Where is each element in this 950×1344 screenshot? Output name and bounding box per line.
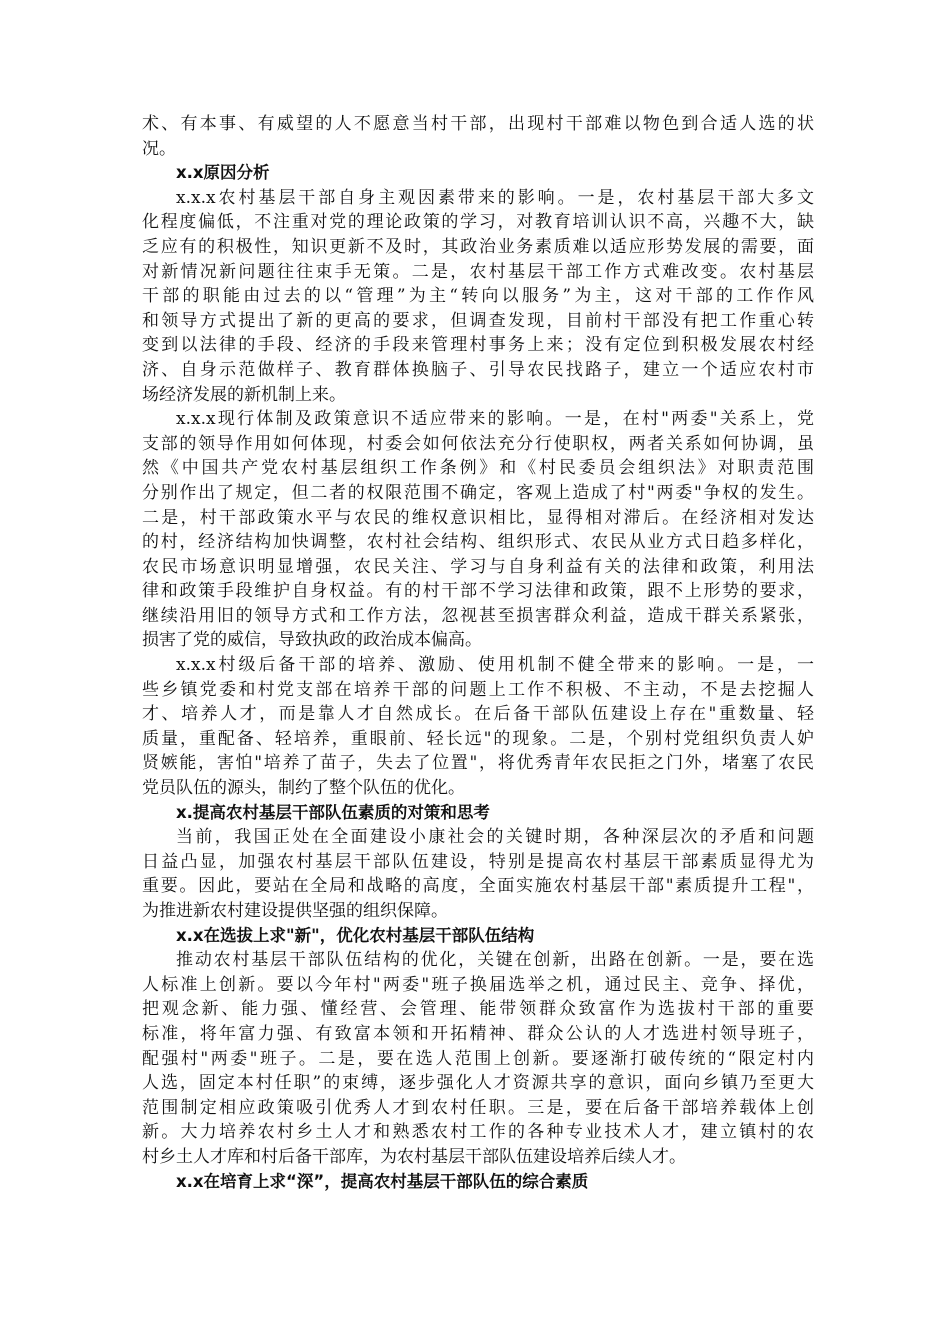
heading-text: x.x在培育上求“深”，提高农村基层干部队伍的综合素质 <box>176 1171 589 1191</box>
paragraph-line: 律和政策手段维护自身权益。有的村干部不学习法律和政策，跟不上形势的要求， <box>142 581 814 602</box>
paragraph-line: 日益凸显，加强农村基层干部队伍建设，特别是提高农村基层干部素质显得尤为 <box>142 851 814 872</box>
body-paragraph <box>142 407 814 653</box>
section-heading <box>142 1170 814 1195</box>
heading-text: x.x原因分析 <box>176 163 270 183</box>
body-paragraph <box>142 825 814 923</box>
body-paragraph <box>142 186 814 407</box>
paragraph-line: x.x.x现行体制及政策意识不适应带来的影响。一是，在村"两委"关系上，党 <box>176 409 814 430</box>
paragraph-line: 化程度偏低，不注重对党的理论政策的学习，对教育培训认识不高，兴趣不大，缺 <box>142 212 814 233</box>
paragraph-line: 况。 <box>142 138 176 159</box>
paragraph-line: 质量，重配备、轻培养，重眼前、轻长远"的现象。二是，个别村党组织负责人妒 <box>142 728 814 749</box>
paragraph-line: 标准，将年富力强、有致富本领和开拓精神、群众公认的人才选进村领导班子， <box>142 1023 814 1044</box>
paragraph-line: x.x.x村级后备干部的培养、激励、使用机制不健全带来的影响。一是，一 <box>176 655 814 676</box>
paragraph-line: 人标准上创新。要以今年村"两委"班子换届选举之机，通过民主、竞争、择优， <box>142 974 814 995</box>
paragraph-line: 支部的领导作用如何体现，村委会如何依法充分行使职权，两者关系如何协调，虽 <box>142 433 814 454</box>
paragraph-line: 和领导方式提出了新的更高的要求，但调查发现，目前村干部没有把工作重心转 <box>142 310 814 331</box>
paragraph-line: 损害了党的威信，导致执政的政治成本偏高。 <box>142 630 482 651</box>
document-page <box>142 112 814 1194</box>
paragraph-line: 术、有本事、有威望的人不愿意当村干部，出现村干部难以物色到合适人选的状 <box>142 114 814 134</box>
paragraph-line: 才、培养人才，而是靠人才自然成长。在后备干部队伍建设上存在"重数量、轻 <box>142 704 814 725</box>
paragraph-line: 贤嫉能，害怕"培养了苗子，失去了位置"，将优秀青年农民拒之门外，堵塞了农民 <box>142 753 814 774</box>
paragraph-line: 些乡镇党委和村党支部在培养干部的问题上工作不积极、不主动，不是去挖掘人 <box>142 679 814 700</box>
paragraph-line: 乏应有的积极性，知识更新不及时，其政治业务素质难以适应形势发展的需要，面 <box>142 236 814 257</box>
paragraph-line: 村乡土人才库和村后备干部库，为农村基层干部队伍建设培养后续人才。 <box>142 1146 686 1167</box>
paragraph-line: 变到以法律的手段、经济的手段来管理村事务上来；没有定位到积极发展农村经 <box>142 335 814 356</box>
heading-text: x.x在选拔上求"新"，优化农村基层干部队伍结构 <box>176 925 535 945</box>
paragraph-line: 配强村"两委"班子。二是，要在选人范围上创新。要逐渐打破传统的“限定村内 <box>142 1048 814 1069</box>
paragraph-line: 的村，经济结构加快调整，农村社会结构、组织形式、农民从业方式日趋多样化， <box>142 532 814 553</box>
heading-text: x.提高农村基层干部队伍素质的对策和思考 <box>176 802 490 822</box>
paragraph-line: 继续沿用旧的领导方式和工作方法，忽视甚至损害群众利益，造成干群关系紧张， <box>142 605 814 626</box>
paragraph-line: 二是，村干部政策水平与农民的维权意识相比，显得相对滞后。在经济相对发达 <box>142 507 814 528</box>
paragraph-line: 济、自身示范做样子、教育群体换脑子、引导农民找路子，建立一个适应农村市 <box>142 359 814 380</box>
paragraph-line: x.x.x农村基层干部自身主观因素带来的影响。一是，农村基层干部大多文 <box>176 187 814 208</box>
section-heading <box>142 801 814 826</box>
paragraph-line: 重要。因此，要站在全局和战略的高度，全面实施农村基层干部"素质提升工程"， <box>142 876 814 897</box>
paragraph-line: 新。大力培养农村乡土人才和熟悉农村工作的各种专业技术人才，建立镇村的农 <box>142 1122 814 1143</box>
paragraph-line: 党员队伍的源头，制约了整个队伍的优化。 <box>142 778 465 799</box>
paragraph-line: 范围制定相应政策吸引优秀人才到农村任职。三是，要在后备干部培养载体上创 <box>142 1097 814 1118</box>
body-paragraph <box>142 653 814 801</box>
paragraph-line: 然《中国共产党农村基层组织工作条例》和《村民委员会组织法》对职责范围 <box>142 458 814 479</box>
paragraph-line: 干部的职能由过去的以“管理”为主“转向以服务”为主，这对干部的工作作风 <box>142 286 814 307</box>
paragraph-line: 对新情况新问题往往束手无策。二是，农村基层干部工作方式难改变。农村基层 <box>142 261 814 282</box>
paragraph-line: 分别作出了规定，但二者的权限范围不确定，客观上造成了村"两委"争权的发生。 <box>142 482 814 503</box>
paragraph-line: 把观念新、能力强、懂经营、会管理、能带领群众致富作为选拔村干部的重要 <box>142 999 814 1020</box>
section-heading <box>142 924 814 949</box>
paragraph-line: 当前，我国正处在全面建设小康社会的关键时期，各种深层次的矛盾和问题 <box>176 827 814 848</box>
paragraph-line: 推动农村基层干部队伍结构的优化，关键在创新，出路在创新。一是，要在选 <box>176 950 814 971</box>
body-paragraph <box>142 948 814 1169</box>
body-paragraph <box>142 112 814 161</box>
paragraph-line: 为推进新农村建设提供坚强的组织保障。 <box>142 901 448 921</box>
paragraph-line: 场经济发展的新机制上来。 <box>142 384 346 405</box>
section-heading <box>142 161 814 186</box>
paragraph-line: 人选，固定本村任职”的束缚，逐步强化人才资源共享的意识，面向乡镇乃至更大 <box>142 1073 814 1094</box>
paragraph-line: 农民市场意识明显增强，农民关注、学习与自身利益有关的法律和政策，利用法 <box>142 556 814 577</box>
